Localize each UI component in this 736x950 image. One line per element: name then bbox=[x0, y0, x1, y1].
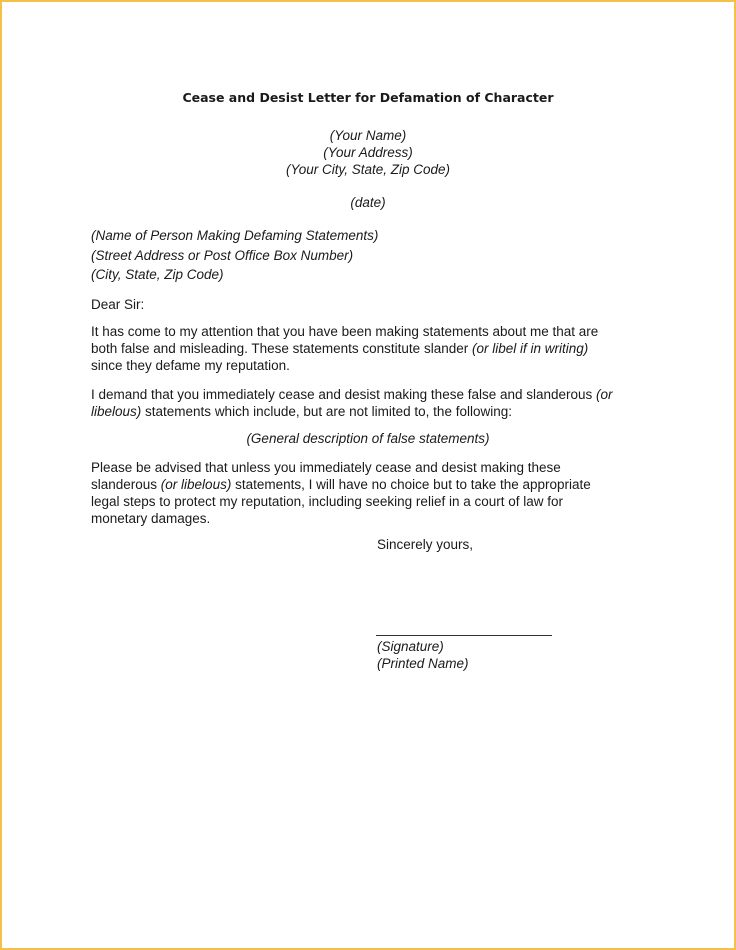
paragraph-2-line-1 bbox=[91, 386, 651, 403]
paragraph-1-line-3: since they defame my reputation. bbox=[91, 358, 290, 373]
sender-name: (Your Name) bbox=[329, 128, 407, 143]
paragraph-2 bbox=[91, 386, 651, 420]
signature-line bbox=[376, 635, 552, 636]
paragraph-3-line-2 bbox=[91, 476, 651, 493]
sender-city: (Your City, State, Zip Code) bbox=[285, 162, 451, 177]
paragraph-3-line-3: legal steps to protect my reputation, including seeking relief in a court of law for bbox=[91, 494, 563, 509]
paragraph-3 bbox=[91, 459, 651, 527]
recipient-street: (Street Address or Post Office Box Number) bbox=[91, 247, 354, 263]
letter-date: (date) bbox=[350, 195, 386, 210]
signature-label: (Signature) bbox=[377, 639, 444, 654]
paragraph-1 bbox=[91, 323, 651, 374]
sender-block bbox=[2, 127, 734, 178]
paragraph-1-line-2 bbox=[91, 340, 651, 357]
or-note: (or bbox=[596, 387, 613, 402]
recipient-block bbox=[91, 226, 378, 285]
paragraph-2-line-1-text: I demand that you immediately cease and desist making these false and slanderous bbox=[91, 387, 597, 402]
signature-block bbox=[377, 638, 469, 672]
sender-address: (Your Address) bbox=[323, 145, 413, 160]
paragraph-1-line-1: It has come to my attention that you have been making statements about me that are bbox=[91, 324, 599, 339]
paragraph-2-line-2 bbox=[91, 403, 651, 420]
letter-title: Cease and Desist Letter for Defamation of Character bbox=[182, 90, 554, 105]
paragraph-2-line-2-text: statements which include, but are not limited to, the following: bbox=[141, 404, 512, 419]
closing: Sincerely yours, bbox=[377, 537, 474, 552]
paragraph-1-line-2-text: both false and misleading. These statements constitute slander bbox=[91, 341, 472, 356]
libelous-note: libelous) bbox=[91, 404, 142, 419]
salutation: Dear Sir: bbox=[91, 297, 145, 312]
paragraph-3-line-2-start: slanderous bbox=[91, 477, 161, 492]
general-description: (General description of false statements) bbox=[246, 431, 490, 446]
recipient-name: (Name of Person Making Defaming Statements) bbox=[91, 228, 379, 243]
paragraph-3-line-4: monetary damages. bbox=[91, 511, 211, 526]
libel-note: (or libel if in writing) bbox=[471, 341, 589, 356]
paragraph-3-line-1: Please be advised that unless you immediately cease and desist making these bbox=[91, 460, 561, 475]
paragraph-3-line-2-end: statements, I will have no choice but to take the appropriate bbox=[231, 477, 591, 492]
printed-name-label: (Printed Name) bbox=[377, 656, 469, 671]
recipient-city: (City, State, Zip Code) bbox=[91, 267, 224, 282]
or-libelous-note: (or libelous) bbox=[160, 477, 232, 492]
